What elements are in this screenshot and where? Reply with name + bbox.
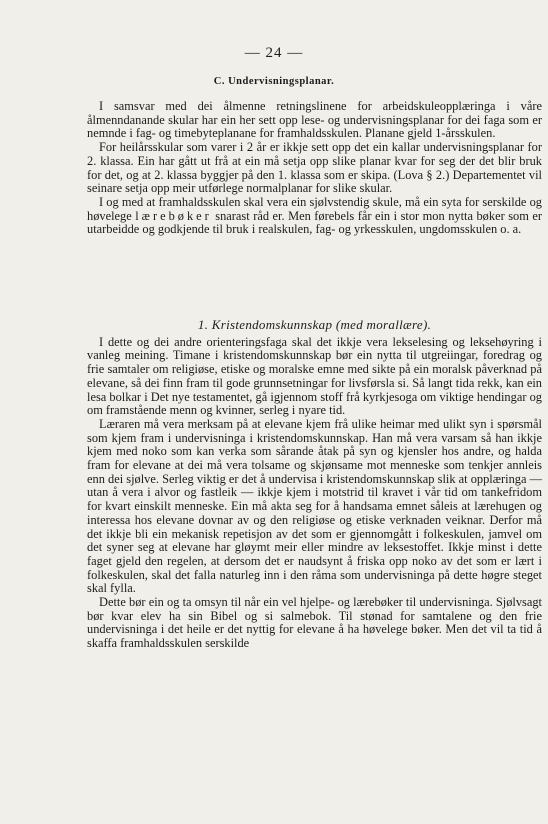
- paragraph: [87, 100, 542, 141]
- spaced-word: lærebøker: [135, 208, 212, 223]
- paragraph-text: snarast råd er. Men førebels får ein i stor mon nytta bøker som er utarbeidde og godkjende til bruk i realskulen, fag- og yrkesskulen, ungdomsskulen o. a.: [87, 208, 542, 237]
- section-heading: C. Undervisningsplanar.: [213, 76, 335, 87]
- intro-text: [87, 100, 542, 237]
- paragraph-text: I samsvar med dei ålmenne retningslinene for arbeidskuleopplæringa i våre ålmenndanande skular har ein her sett opp lese- og undervisningsplanar for dei faga som er nemnde i fag- og timebyteplanane for framhaldsskulen. Planane gjeld 1-årsskulen.: [87, 99, 542, 141]
- paragraph-text: For heilårsskular som varer i 2 år er ikkje sett opp det ein kallar undervisningsplanar for 2. klassa. Ein har gått ut frå at ein må setja opp slike planar kvar for seg der det blir bruk for det, og at 2. klassa byggjer på den 1. klassa som er skipa. (Lova § 2.) Departementet vil seinare setja opp meir utførlege normalplanar for slike skular.: [87, 140, 542, 196]
- page-number: — 24 —: [244, 45, 304, 61]
- paragraph-text: I og med at framhaldsskulen skal vera ein sjølvstendig skule, må ein syta for serskilde og høvelege: [87, 194, 542, 223]
- paragraph: I dette og dei andre orienteringsfaga skal det ikkje vera lekselesing og leksehøyring i vanleg meining. Timane i kristendomskunnskap bør ein nytta til utgreiingar, foredrag og frie samtaler om religiøse, etiske og moralske emne med sikte på ein moralsk påverknad på elevane, så dei finn fram til gode grunnsetningar for livsførsla si. Så langt tida rekk, kan ein lesa bolkar i Det nye testamentet, gå igjennom stoff frå kyrkjesoga om viktige hendingar og om framstående menn og kvinner, serleg i nyare tid.: [87, 334, 542, 418]
- paragraph: [87, 196, 542, 237]
- paragraph: Læraren må vera merksam på at elevane kjem frå ulike heimar med ulikt syn i spørsmål som kjem fram i undervisninga i kristendomskunnskap. Han må vera varsam så han ikkje kjem med noko som kan verka som sårande åtak på syn og kjensler hos andre, og halda fram for elevane at dei må vera tolsame og skjønsame mot menneske som tenkjer annleis enn dei sjølve. Serleg viktig er det å undervisa i kristendomskunnskap slik at opplæringa — utan å vera i alvor og fastleik — ikkje kjem i motstrid til kravet i vår tid om tankefridom for kvart einskilt menneske. Ein må akta seg for å handsama emnet såleis at lærehugen og interessa hos elevane dovnar av og den religiøse og etiske verknaden veiknar. Derfor må det ikkje bli ein mekanisk repetisjon av det som er gjennomgått i folkeskulen, jamvel om det syner seg at elevane har gløymt meir eller mindre av leksestoffet. Ikkje minst i dette faget gjeld den regelen, at dersom det er naudsynt å friska opp noko av det som er lært i folkeskulen, skal det falla naturleg inn i den råma som undervisninga på dette høgre steget skal fylla.: [87, 416, 542, 596]
- paragraph: [87, 141, 542, 196]
- paragraph: Dette bør ein og ta omsyn til når ein vel hjelpe- og lærebøker til undervisninga. Sjølvsagt bør kvar elev ha sin Bibel og si salmebok. Til stønad for samtalene og den frie undervisninga i det heile er det nyttig for elevane å ha høvelege bøker. Men det vil ta tid å skaffa framhaldsskulen serskilde: [87, 595, 542, 651]
- subsection-text: [87, 318, 542, 651]
- subsection-heading: 1. Kristendomskunnskap (med morallære).: [197, 317, 432, 332]
